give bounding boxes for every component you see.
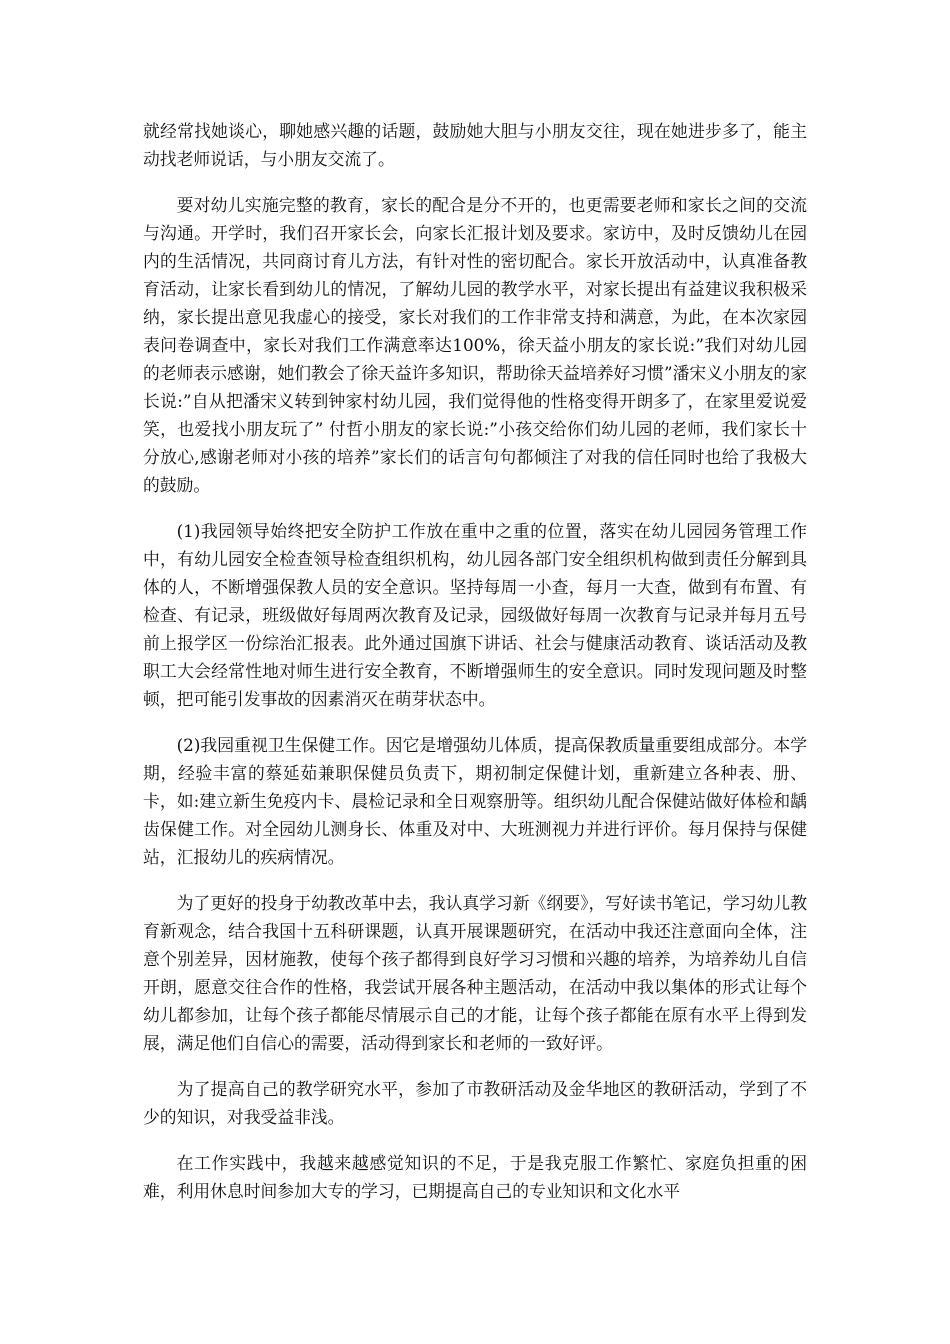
paragraph-health-care: (2)我园重视卫生保健工作。因它是增强幼儿体质，提高保教质量重要组成部分。本学期，经验丰富的蔡延茹兼职保健员负责下，期初制定保健计划，重新建立各种表、册、卡，如:建立新生免疫内卡、晨检记录和全日观察册等。组织幼儿配合保健站做好体检和龋齿保健工作。对全园幼儿测身长、体重及对中、大班测视力并进行评价。每月保持与保健站，汇报幼儿的疾病情况。 (143, 735, 807, 867)
document-page (143, 117, 807, 1223)
paragraph-self-study: 在工作实践中，我越来越感觉知识的不足，于是我克服工作繁忙、家庭负担重的困难，利用休息时间参加大专的学习，已期提高自己的专业知识和文化水平 (143, 1153, 807, 1201)
paragraph-safety-work: (1)我园领导始终把安全防护工作放在重中之重的位置，落实在幼儿园园务管理工作中，有幼儿园安全检查领导检查组织机构，幼儿园各部门安全组织机构做到责任分解到具体的人，不断增强保教人员的安全意识。坚持每周一小查，每月一大查，做到有布置、有检查、有记录，班级做好每周两次教育及记录，园级做好每周一次教育与记录并每月五号前上报学区一份综治汇报表。此外通过国旗下讲话、社会与健康活动教育、谈话活动及教职工大会经常性地对师生进行安全教育，不断增强师生的安全意识。同时发现问题及时整顿，把可能引发事故的因素消灭在萌芽状态中。 (143, 521, 807, 709)
paragraph-continuation: 就经常找她谈心，聊她感兴趣的话题，鼓励她大胆与小朋友交往，现在她进步多了，能主动找老师说话，与小朋友交流了。 (143, 121, 807, 169)
paragraph-parent-cooperation: 要对幼儿实施完整的教育，家长的配合是分不开的，也更需要老师和家长之间的交流与沟通。开学时，我们召开家长会，向家长汇报计划及要求。家访中，及时反馈幼儿在园内的生活情况，共同商讨育儿方法，有针对性的密切配合。家长开放活动中，认真准备教育活动，让家长看到幼儿的情况，了解幼儿园的教学水平，对家长提出有益建议我积极采纳，家长提出意见我虚心的接受，家长对我们的工作非常支持和满意，为此，在本次家园表问卷调查中，家长对我们工作满意率达100%，徐天益小朋友的家长说:”我们对幼儿园的老师表示感谢，她们教会了徐天益许多知识，帮助徐天益培养好习惯”潘宋义小朋友的家长说:”自从把潘宋义转到钟家村幼儿园，我们觉得他的性格变得开朗多了，在家里爱说爱笑，也爱找小朋友玩了” 付哲小朋友的家长说:”小孩交给你们幼儿园的老师，我们家长十分放心,感谢老师对小孩的培养”家长们的话言句句都倾注了对我的信任同时也给了我极大的鼓励。 (143, 195, 807, 495)
paragraph-teaching-research: 为了提高自己的教学研究水平，参加了市教研活动及金华地区的教研活动，学到了不少的知识，对我受益非浅。 (143, 1079, 807, 1127)
paragraph-education-reform: 为了更好的投身于幼教改革中去，我认真学习新《纲要》，写好读书笔记，学习幼儿教育新观念，结合我国十五科研课题，认真开展课题研究，在活动中我还注意面向全体，注意个别差异，因材施教，使每个孩子都得到良好学习习惯和兴趣的培养，为培养幼儿自信开朗，愿意交往合作的性格，我尝试开展各种主题活动，在活动中我以集体的形式让每个幼儿都参加，让每个孩子都能尽情展示自己的才能，让每个孩子都能在原有水平上得到发展，满足他们自信心的需要，活动得到家长和老师的一致好评。 (143, 893, 807, 1053)
